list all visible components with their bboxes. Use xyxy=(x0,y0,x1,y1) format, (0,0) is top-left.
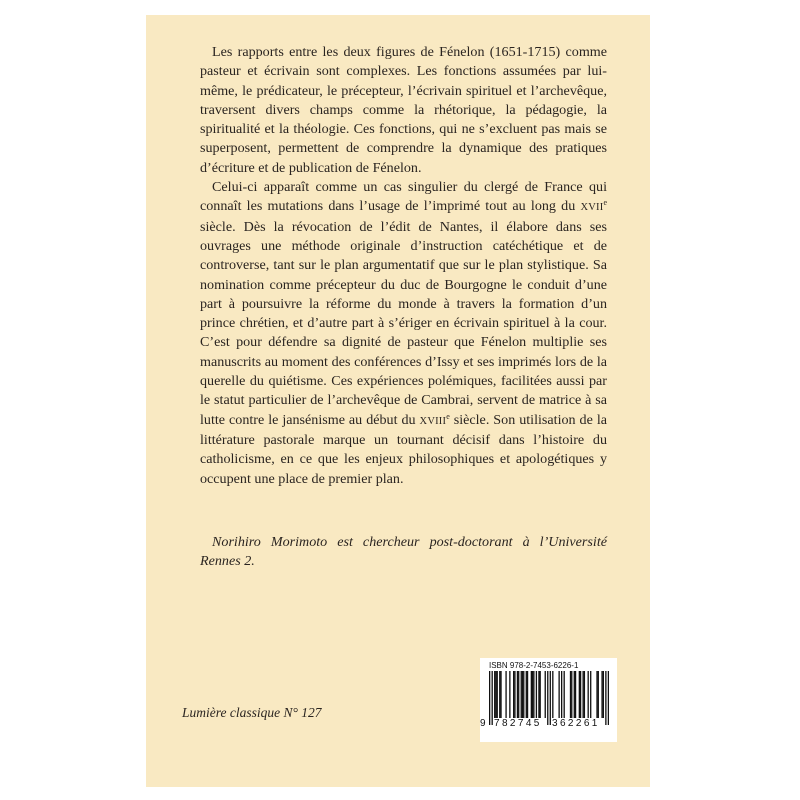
century-17-superscript: e xyxy=(603,198,607,208)
barcode-bar xyxy=(561,671,562,718)
barcode-bar xyxy=(558,671,559,718)
barcode-bar xyxy=(492,671,493,725)
barcode-bar xyxy=(494,671,495,718)
barcode-bar xyxy=(533,671,534,718)
isbn-barcode xyxy=(480,658,617,742)
barcode-bar xyxy=(513,671,514,718)
summary-paragraph-2-part-b: siècle. Dès la révocation de l’édit de Nantes, il élabore dans ses ouvrages une méthode originale d’instruction catéchétique et de controverse, tant sur le plan argumentatif que sur le plan stylistique. Sa nomination comme précepteur du duc de Bourgogne le conduit d’une part à poursuivre la réforme du monde à travers la formation d’un prince chrétien, et d’autre part à s’ériger en écrivain spirituel à la cour. C’est pour défendre sa dignité de pasteur que Fénelon multiplie ses manuscrits au moment des conférences d’Issy et ses imprimés lors de la querelle du quiétisme. Ces expériences polémiques, facilitées aussi par le statut particulier de l’archevêque de Cambrai, servent de matrice à sa lutte contre le jansénisme au début du xyxy=(200,218,607,428)
century-17-numeral: XVII xyxy=(580,202,604,214)
barcode-bar xyxy=(489,671,490,725)
barcode-bar xyxy=(579,671,580,718)
barcode-bar xyxy=(545,671,546,718)
barcode-bar xyxy=(580,671,581,718)
barcode-first-digit: 9 xyxy=(480,718,486,729)
summary-paragraph-1: Les rapports entre les deux figures de Fénelon (1651-1715) comme pasteur et écrivain sont complexes. Les fonctions assumées par lui-même, le prédicateur, le précepteur, l’écrivain spirituel et l’archevêque, traversent divers champs comme la rhétorique, la pédagogie, la spiritualité et la théologie. Ces fonctions, qui ne s’excluent pas mais se superposent, permettent de comprendre la dynamique des pratiques d’écriture et de publication de Fénelon. xyxy=(200,44,607,176)
barcode-bar xyxy=(538,671,539,718)
barcode-bar xyxy=(574,671,575,718)
barcode-bar xyxy=(605,671,606,725)
isbn-label: ISBN 978-2-7453-6226-1 xyxy=(489,661,579,670)
summary-text xyxy=(200,43,607,489)
collection-label: Lumière classique N° 127 xyxy=(182,705,322,720)
barcode-bar xyxy=(509,671,510,718)
century-18-superscript: e xyxy=(446,411,450,421)
barcode-bar xyxy=(584,671,585,718)
barcode-bar xyxy=(522,671,523,718)
summary-paragraph-2 xyxy=(200,178,607,489)
barcode-bar xyxy=(497,671,498,718)
back-cover xyxy=(146,15,650,787)
barcode-bar xyxy=(536,671,537,718)
barcode-bar xyxy=(571,671,572,718)
barcode-bar xyxy=(532,671,533,718)
barcode-bar xyxy=(523,671,524,718)
barcode-bar xyxy=(521,671,522,718)
barcode-bar xyxy=(499,671,500,718)
summary-paragraph-2-part-c: siècle. Son utilisation de la littérature pastorale marque un tournant décisif dans l’histoire du catholicisme, en ce que les enjeux philosophiques et apologétiques y occupent une place de premier plan. xyxy=(200,411,607,487)
barcode-bar xyxy=(608,671,609,725)
barcode-bar xyxy=(540,671,541,718)
barcode-bar xyxy=(582,671,583,718)
summary-paragraph-2-part-a: Celui-ci apparaît comme un cas singulier du clergé de France qui connaît les mutations dans l’usage de l’imprimé tout au long du xyxy=(200,179,607,215)
barcode-bar xyxy=(590,671,591,718)
barcode-bars xyxy=(489,671,609,725)
author-note: Norihiro Morimoto est chercheur post-doctorant à l’Université Rennes 2. xyxy=(200,534,607,570)
barcode-bar xyxy=(596,671,597,718)
barcode-bar xyxy=(598,671,599,718)
barcode-bar xyxy=(505,671,506,718)
barcode-bar xyxy=(570,671,571,718)
barcode-bar xyxy=(531,671,532,718)
barcode-right-digits: 362261 xyxy=(552,718,600,729)
barcode-bar xyxy=(550,671,551,725)
barcode-bar xyxy=(500,671,501,718)
barcode-bar xyxy=(552,671,553,718)
barcode-bar xyxy=(588,671,589,718)
barcode-bar xyxy=(518,671,519,718)
barcode-bar xyxy=(564,671,565,718)
barcode-bar xyxy=(526,671,527,718)
barcode-bar xyxy=(514,671,515,718)
barcode-bar xyxy=(527,671,528,718)
barcode-bar xyxy=(517,671,518,718)
barcode-bar xyxy=(495,671,496,718)
barcode-bar xyxy=(575,671,576,718)
barcode-bar xyxy=(603,671,604,718)
barcode-bar xyxy=(601,671,602,718)
barcode-bar xyxy=(547,671,548,725)
century-18-numeral: XVIII xyxy=(419,415,447,427)
barcode-left-digits: 782745 xyxy=(494,718,542,729)
